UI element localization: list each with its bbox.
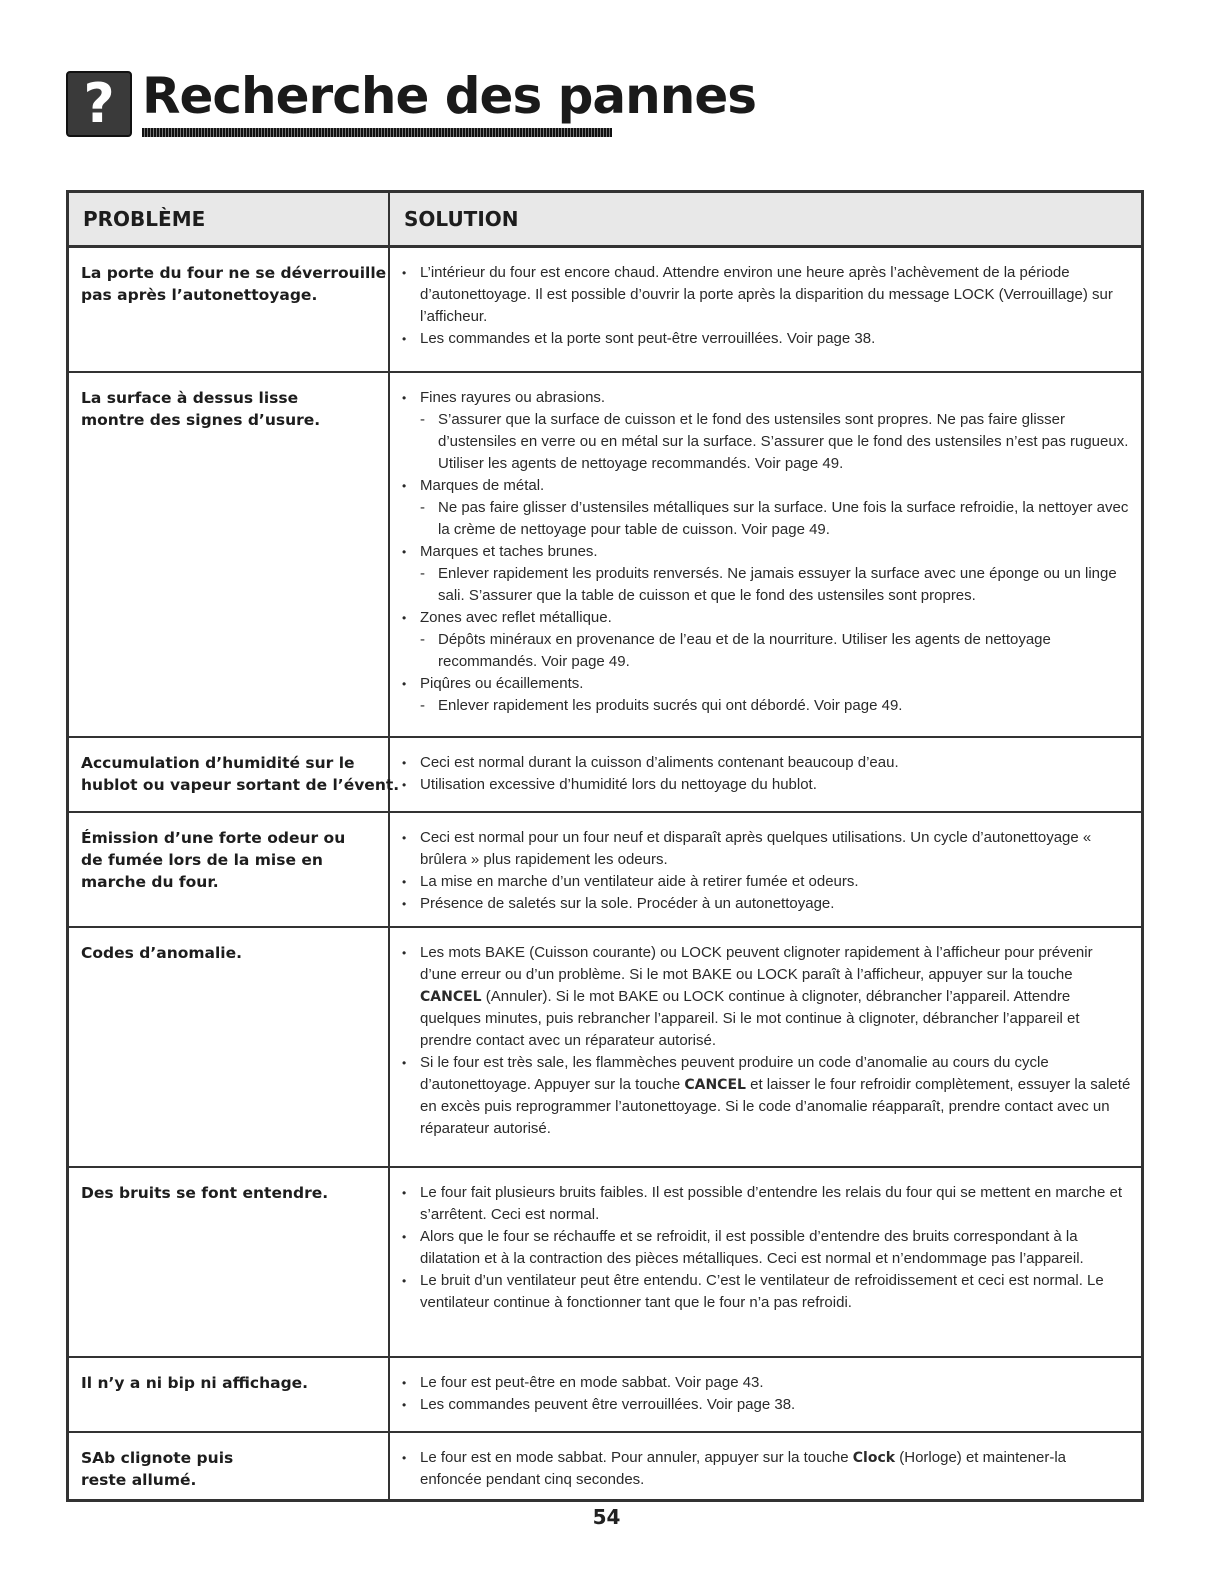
- solution-bullet: [402, 1372, 1131, 1394]
- problem-cell: [69, 1433, 390, 1499]
- solution-text: L’intérieur du four est encore chaud. Attendre environ une heure après l’achèvement de la période d’autonettoyage. Il est possible d’ouvrir la porte après la disparition du message LOCK (Verrouillage) sur l’afficheur.: [420, 264, 1113, 325]
- solution-bullet: [402, 942, 1131, 1052]
- solution-cell: [390, 813, 1141, 926]
- problem-cell: [69, 813, 390, 926]
- solution-text: Utilisation excessive d’humidité lors du nettoyage du hublot.: [420, 776, 817, 793]
- bullet-marker: •: [402, 897, 407, 911]
- solution-bullet: [402, 607, 1131, 629]
- bullet-marker: •: [402, 756, 407, 770]
- solution-bullet: [402, 541, 1131, 563]
- solution-text: Marques de métal.: [420, 477, 545, 494]
- solution-text-part: (Annuler). Si le mot BAKE ou LOCK continue à clignoter, débrancher l’appareil. Attendre quelques minutes, puis rebrancher l’appareil. Si le mot continue à clignoter, débrancher l’appareil et prendre contact avec un réparateur autorisé.: [420, 988, 1080, 1049]
- solution-cell: [390, 373, 1141, 736]
- solution-bullet: [402, 1182, 1131, 1226]
- problem-text: Accumulation d’humidité sur le: [81, 754, 355, 772]
- solution-cell: [390, 1358, 1141, 1431]
- table-row: [69, 738, 1141, 813]
- solution-text: Le bruit d’un ventilateur peut être entendu. C’est le ventilateur de refroidissement et ceci est normal. Le ventilateur continue à fonctionner tant que le four n’a pas refroidi.: [420, 1272, 1104, 1311]
- solution-bullet: [402, 827, 1131, 871]
- solution-text-part: Si le four est très sale, les flammèches peuvent produire un code d’anomalie au cours du cycle d’autonettoyage. Appuyer sur la touche: [420, 1054, 1049, 1093]
- dash-marker: -: [420, 631, 425, 648]
- solution-text: Les commandes et la porte sont peut-être verrouillées. Voir page 38.: [420, 330, 876, 347]
- bullet-marker: •: [402, 1376, 407, 1390]
- problem-text: Émission d’une forte odeur ou: [81, 829, 346, 847]
- solution-bullet: [402, 387, 1131, 409]
- problem-cell: [69, 248, 390, 371]
- solution-bullet: [402, 893, 1131, 915]
- problem-cell: [69, 738, 400, 811]
- dash-marker: -: [420, 565, 425, 582]
- solution-cell: [390, 1168, 1141, 1356]
- key-name: CANCEL: [684, 1077, 746, 1093]
- solution-text: Ceci est normal pour un four neuf et disparaît après quelques utilisations. Un cycle d’autonettoyage « brûlera » plus rapidement les odeurs.: [420, 829, 1092, 868]
- problem-text: La surface à dessus lisse: [81, 389, 299, 407]
- table-row: [69, 373, 1141, 738]
- table-row: [69, 248, 1141, 373]
- solution-text: Marques et taches brunes.: [420, 543, 598, 560]
- solution-text: Enlever rapidement les produits renversés. Ne jamais essuyer la surface avec une éponge ou un linge sali. S’assurer que la table de cuisson et que le fond des ustensiles sont propres.: [438, 565, 1117, 604]
- solution-text: Ceci est normal durant la cuisson d’aliments contenant beaucoup d’eau.: [420, 754, 899, 771]
- solution-text: Zones avec reflet métallique.: [420, 609, 612, 626]
- solution-bullet: [402, 475, 1131, 497]
- problem-text: reste allumé.: [81, 1471, 197, 1489]
- solution-bullet: [402, 1447, 1131, 1491]
- bullet-marker: •: [402, 831, 407, 845]
- column-header-solution: SOLUTION: [404, 207, 519, 231]
- solution-text: Présence de saletés sur la sole. Procéder à un autonettoyage.: [420, 895, 835, 912]
- solution-text: S’assurer que la surface de cuisson et le fond des ustensiles sont propres. Ne pas faire glisser d’ustensiles en verre ou en métal sur la surface. S’assurer que le fond des ustensiles n’est pas rugueux. Utiliser les agents de nettoyage recommandés. Voir page 49.: [438, 411, 1129, 472]
- problem-cell: [69, 1358, 390, 1431]
- solution-text: La mise en marche d’un ventilateur aide à retirer fumée et odeurs.: [420, 873, 859, 890]
- solution-text-part: Les mots BAKE (Cuisson courante) ou LOCK peuvent clignoter rapidement à l’afficheur pour prévenir d’une erreur ou d’un problème. Si le mot BAKE ou LOCK paraît à l’afficheur, appuyer sur la touche: [420, 944, 1093, 983]
- bullet-marker: •: [402, 332, 407, 346]
- solution-text: Le four fait plusieurs bruits faibles. Il est possible d’entendre les relais du four qui se mettent en marche et s’arrêtent. Ceci est normal.: [420, 1184, 1123, 1223]
- table-row: [69, 928, 1141, 1168]
- bullet-marker: •: [402, 1230, 407, 1244]
- title-underline: [142, 128, 612, 137]
- solution-bullet: [402, 262, 1131, 328]
- solution-cell: [390, 248, 1141, 371]
- solution-cell: [390, 1433, 1141, 1499]
- table-row: [69, 813, 1141, 928]
- solution-text: Le four est peut-être en mode sabbat. Voir page 43.: [420, 1374, 764, 1391]
- bullet-marker: •: [402, 1398, 407, 1412]
- bullet-marker: •: [402, 479, 407, 493]
- title-block: [142, 66, 756, 137]
- solution-text-part: (Horloge) et maintener-la enfoncée pendant cinq secondes.: [420, 1449, 1066, 1488]
- dash-marker: -: [420, 499, 425, 516]
- solution-text: Les commandes peuvent être verrouillées. Voir page 38.: [420, 1396, 796, 1413]
- table-body: [69, 248, 1141, 1499]
- table-row: [69, 1433, 1141, 1499]
- solution-text: Fines rayures ou abrasions.: [420, 389, 606, 406]
- bullet-marker: •: [402, 946, 407, 960]
- bullet-marker: •: [402, 391, 407, 405]
- troubleshooting-table: [66, 190, 1144, 1502]
- solution-bullet: [402, 1226, 1131, 1270]
- solution-text: [420, 1447, 1131, 1491]
- solution-text: [420, 942, 1131, 1052]
- solution-bullet: [402, 328, 1131, 350]
- bullet-marker: •: [402, 1186, 407, 1200]
- problem-text: Des bruits se font entendre.: [81, 1184, 329, 1202]
- dash-marker: -: [420, 411, 425, 428]
- solution-subitem: [402, 409, 1131, 475]
- solution-bullet: [402, 871, 1131, 893]
- problem-text: hublot ou vapeur sortant de l’évent.: [81, 776, 400, 794]
- solution-subitem: [402, 497, 1131, 541]
- solution-text-part: Le four est en mode sabbat. Pour annuler, appuyer sur la touche: [420, 1449, 853, 1466]
- problem-text: de fumée lors de la mise en: [81, 851, 323, 869]
- bullet-marker: •: [402, 1056, 407, 1070]
- solution-text: Alors que le four se réchauffe et se refroidit, il est possible d’entendre des bruits correspondant à la dilatation et à la contraction des pièces métalliques. Ceci est normal et n’endommage pas l’appareil.: [420, 1228, 1084, 1267]
- solution-bullet: [402, 774, 1131, 796]
- bullet-marker: •: [402, 545, 407, 559]
- page-header: [66, 66, 756, 137]
- bullet-marker: •: [402, 875, 407, 889]
- bullet-marker: •: [402, 778, 407, 792]
- solution-text: Dépôts minéraux en provenance de l’eau et de la nourriture. Utiliser les agents de nettoyage recommandés. Voir page 49.: [438, 631, 1051, 670]
- solution-subitem: [402, 563, 1131, 607]
- solution-cell: [390, 928, 1141, 1166]
- bullet-marker: •: [402, 677, 407, 691]
- solution-bullet: [402, 1394, 1131, 1416]
- dash-marker: -: [420, 697, 425, 714]
- solution-bullet: [402, 752, 1131, 774]
- solution-text: Piqûres ou écaillements.: [420, 675, 584, 692]
- solution-bullet: [402, 1270, 1131, 1314]
- problem-text: pas après l’autonettoyage.: [81, 286, 318, 304]
- page-number: 54: [592, 1505, 621, 1529]
- solution-subitem: [402, 629, 1131, 673]
- solution-subitem: [402, 695, 1131, 717]
- problem-text: SAb clignote puis: [81, 1449, 234, 1467]
- solution-text: Ne pas faire glisser d’ustensiles métalliques sur la surface. Une fois la surface refroidie, la nettoyer avec la crème de nettoyage pour table de cuisson. Voir page 49.: [438, 499, 1129, 538]
- problem-text: Codes d’anomalie.: [81, 944, 243, 962]
- page-title: Recherche des pannes: [142, 67, 757, 125]
- table-header: [69, 193, 1141, 248]
- problem-text: marche du four.: [81, 873, 219, 891]
- problem-cell: [69, 373, 390, 736]
- bullet-marker: •: [402, 266, 407, 280]
- solution-cell: [390, 738, 1141, 811]
- bullet-marker: •: [402, 611, 407, 625]
- solution-bullet: [402, 673, 1131, 695]
- key-name: Clock: [852, 1450, 896, 1466]
- bullet-marker: •: [402, 1451, 407, 1465]
- column-header-problem: PROBLÈME: [69, 193, 390, 245]
- problem-text: La porte du four ne se déverrouille: [81, 264, 387, 282]
- solution-bullet: [402, 1052, 1131, 1140]
- solution-text: [420, 1052, 1131, 1140]
- table-row: [69, 1358, 1141, 1433]
- problem-cell: [69, 1168, 390, 1356]
- table-row: [69, 1168, 1141, 1358]
- problem-text: Il n’y a ni bip ni affichage.: [81, 1374, 309, 1392]
- solution-text: Enlever rapidement les produits sucrés qui ont débordé. Voir page 49.: [438, 697, 903, 714]
- problem-text: montre des signes d’usure.: [81, 411, 321, 429]
- solution-text-part: et laisser le four refroidir complètement, essuyer la saleté en excès puis reprogrammer l’autonettoyage. Si le code d’anomalie réapparaît, prendre contact avec un réparateur autorisé.: [420, 1076, 1131, 1137]
- key-name: CANCEL: [420, 989, 482, 1005]
- question-mark-icon: ?: [66, 71, 132, 137]
- bullet-marker: •: [402, 1274, 407, 1288]
- problem-cell: [69, 928, 390, 1166]
